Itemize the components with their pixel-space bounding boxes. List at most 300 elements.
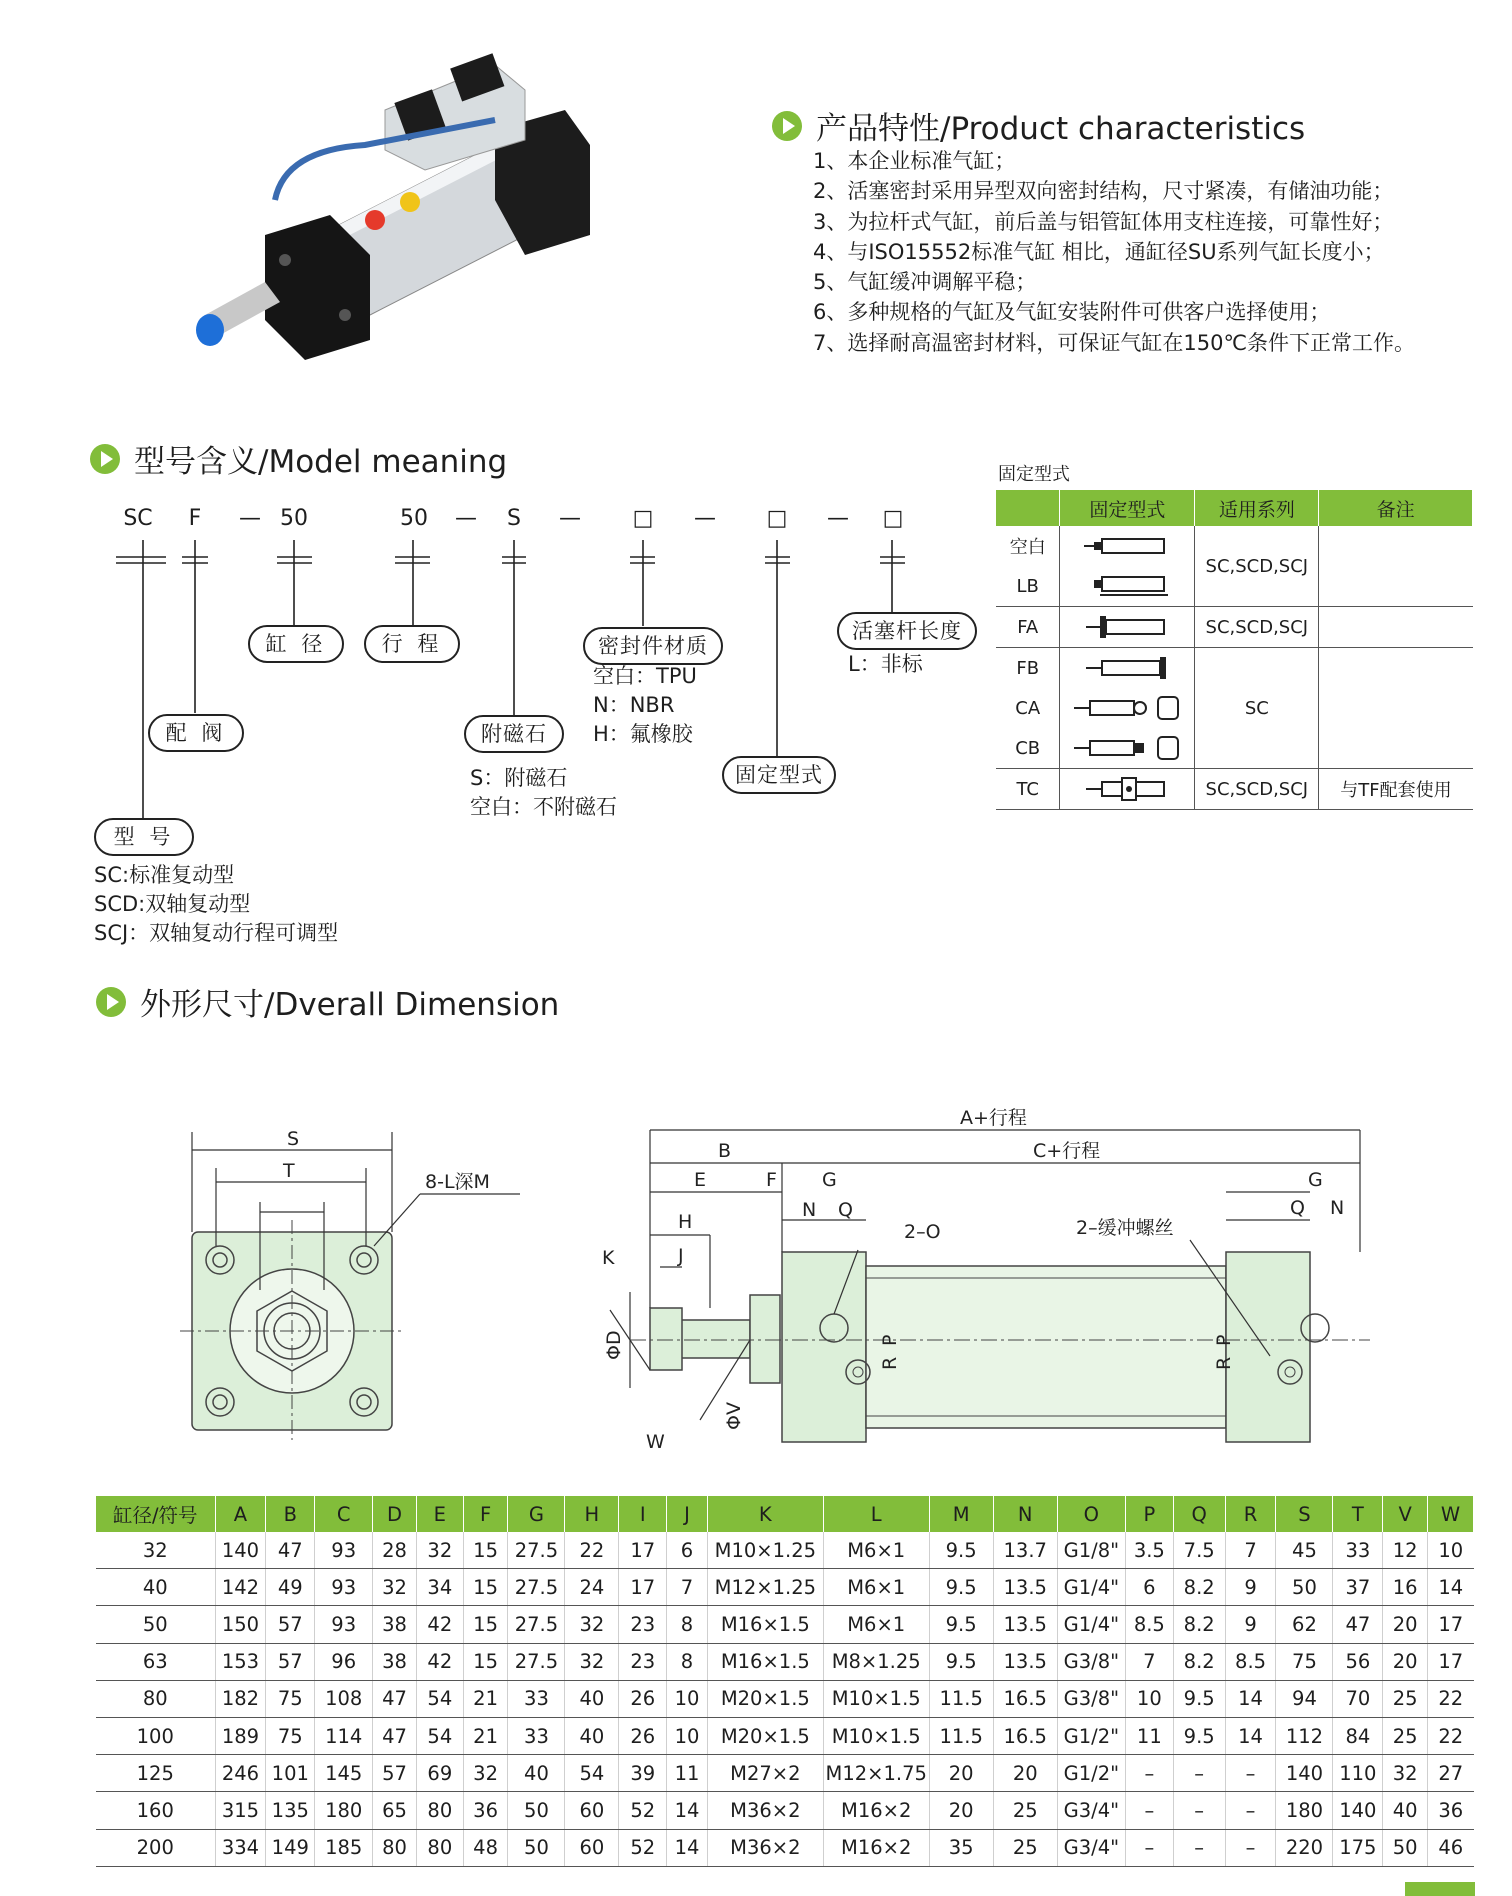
table-cell: 112 — [1276, 1717, 1333, 1754]
table-cell: 140 — [215, 1532, 266, 1569]
table-cell: 26 — [619, 1717, 667, 1754]
table-cell: 47 — [266, 1532, 315, 1569]
table-cell: M16×2 — [823, 1829, 929, 1866]
table-cell: 40 — [565, 1717, 619, 1754]
table-cell: 32 — [565, 1643, 619, 1680]
table-cell: 27.5 — [508, 1606, 565, 1643]
table-cell: M6×1 — [823, 1569, 929, 1606]
table-cell: 17 — [619, 1532, 667, 1569]
label-rod: 活塞杆长度 — [837, 612, 977, 650]
mount-icon — [1060, 648, 1195, 689]
table-cell: 13.7 — [993, 1532, 1057, 1569]
table-cell: 160 — [96, 1792, 215, 1829]
label-bore: 缸 径 — [248, 625, 344, 663]
label-stroke: 行 程 — [364, 625, 460, 663]
table-cell: M20×1.5 — [707, 1680, 823, 1717]
code-s: S — [507, 506, 521, 531]
dim-label-p2: P — [1213, 1334, 1235, 1346]
seal-options: 空白：TPU N：NBR H：氟橡胶 — [593, 664, 697, 746]
table-cell: 140 — [1333, 1792, 1383, 1829]
table-cell: 15 — [463, 1643, 508, 1680]
table-cell: 34 — [416, 1569, 463, 1606]
dim-table-body — [96, 1532, 1474, 1866]
table-cell: 37 — [1333, 1569, 1383, 1606]
table-cell: 17 — [619, 1569, 667, 1606]
table-cell: 54 — [565, 1755, 619, 1792]
table-cell: 315 — [215, 1792, 266, 1829]
table-cell: 32 — [373, 1569, 417, 1606]
table-cell: 9 — [1225, 1569, 1276, 1606]
table-cell: 84 — [1333, 1717, 1383, 1754]
table-cell: 21 — [463, 1717, 508, 1754]
table-cell: 96 — [315, 1643, 373, 1680]
dim-label-e: E — [694, 1169, 707, 1191]
dim-label-cushion: 2–缓冲螺丝 — [1076, 1217, 1174, 1239]
table-cell: 47 — [373, 1717, 417, 1754]
table-cell: 10 — [667, 1680, 708, 1717]
dim-label-q2: Q — [1290, 1197, 1305, 1219]
table-cell: G3/4" — [1057, 1829, 1125, 1866]
mount-row: CA — [996, 688, 1473, 728]
table-cell: 10 — [1428, 1532, 1474, 1569]
code-dash: — — [559, 506, 581, 531]
table-cell: 135 — [266, 1792, 315, 1829]
table-cell: 182 — [215, 1680, 266, 1717]
code-seal: □ — [632, 506, 654, 531]
dim-label-q: Q — [838, 1199, 853, 1221]
table-cell: 93 — [315, 1569, 373, 1606]
table-cell: M6×1 — [823, 1532, 929, 1569]
table-cell: M10×1.5 — [823, 1717, 929, 1754]
mount-row: LB — [996, 566, 1473, 607]
code-stroke: 50 — [400, 506, 428, 531]
feature-item: 3、为拉杆式气缸，前后盖与铝管缸体用支柱连接，可靠性好； — [813, 209, 1394, 234]
table-row — [96, 1755, 1474, 1792]
table-cell: 8.5 — [1125, 1606, 1173, 1643]
table-cell: 13.5 — [993, 1569, 1057, 1606]
table-cell: 32 — [565, 1606, 619, 1643]
table-cell: 33 — [508, 1717, 565, 1754]
table-cell: 70 — [1333, 1680, 1383, 1717]
table-cell: 8 — [667, 1643, 708, 1680]
table-cell: 39 — [619, 1755, 667, 1792]
table-cell: G1/4" — [1057, 1606, 1125, 1643]
table-cell: 22 — [1428, 1680, 1474, 1717]
table-cell: 22 — [1428, 1717, 1474, 1754]
table-cell: 25 — [993, 1792, 1057, 1829]
table-cell: M8×1.25 — [823, 1643, 929, 1680]
table-cell: 16 — [1383, 1569, 1428, 1606]
table-cell: 50 — [508, 1792, 565, 1829]
table-cell: 16.5 — [993, 1717, 1057, 1754]
dim-label-b: B — [718, 1140, 732, 1162]
corner-accent-bar — [1405, 1882, 1475, 1896]
table-cell: 38 — [373, 1643, 417, 1680]
side-view-drawing — [590, 1100, 1390, 1470]
mount-row: TC SC,SCD,SCJ 与TF配套使用 — [996, 769, 1473, 810]
table-cell: M12×1.25 — [707, 1569, 823, 1606]
table-cell: 40 — [565, 1680, 619, 1717]
table-cell: 32 — [1383, 1755, 1428, 1792]
dim-label-f: F — [766, 1169, 777, 1191]
dim-label-o: 2–O — [904, 1221, 941, 1243]
table-cell: 46 — [1428, 1829, 1474, 1866]
table-cell: 6 — [1125, 1569, 1173, 1606]
model-leader-lines — [0, 0, 1000, 840]
table-cell: G3/8" — [1057, 1680, 1125, 1717]
table-cell: 334 — [215, 1829, 266, 1866]
table-cell: 75 — [266, 1717, 315, 1754]
code-mount: □ — [766, 506, 788, 531]
table-cell: – — [1125, 1829, 1173, 1866]
table-cell: 57 — [373, 1755, 417, 1792]
table-cell: 10 — [1125, 1680, 1173, 1717]
table-cell: 22 — [565, 1532, 619, 1569]
label-valve: 配 阀 — [148, 714, 244, 752]
table-cell: 14 — [1225, 1680, 1276, 1717]
table-cell: G1/2" — [1057, 1717, 1125, 1754]
dimension-section-title: 外形尺寸/Dverall Dimension — [96, 979, 559, 1024]
magnet-options: S：附磁石 空白：不附磁石 — [470, 766, 617, 819]
table-cell: 11.5 — [929, 1680, 993, 1717]
table-cell: M10×1.25 — [707, 1532, 823, 1569]
dim-label-g2: G — [1308, 1169, 1323, 1191]
table-cell: G3/8" — [1057, 1643, 1125, 1680]
table-cell: 93 — [315, 1532, 373, 1569]
table-cell: 9.5 — [929, 1606, 993, 1643]
mount-icon — [1060, 526, 1195, 566]
feature-item: 1、本企业标准气缸； — [813, 149, 1016, 173]
table-cell: 7 — [667, 1569, 708, 1606]
table-cell: 23 — [619, 1643, 667, 1680]
feature-item: 6、多种规格的气缸及气缸安装附件可供客户选择使用； — [813, 300, 1331, 325]
table-cell: 32 — [416, 1532, 463, 1569]
table-cell: 25 — [1383, 1680, 1428, 1717]
table-cell: 15 — [463, 1532, 508, 1569]
table-cell: 63 — [96, 1643, 215, 1680]
table-row — [96, 1643, 1474, 1680]
table-cell: 27.5 — [508, 1532, 565, 1569]
type-options: SC:标准复动型 SCD:双轴复动型 SCJ：双轴复动行程可调型 — [94, 863, 339, 945]
table-cell: 27 — [1428, 1755, 1474, 1792]
table-cell: 38 — [373, 1606, 417, 1643]
table-cell: 220 — [1276, 1829, 1333, 1866]
table-row — [96, 1792, 1474, 1829]
dim-label-l: 8-L深M — [425, 1171, 490, 1193]
mount-icon — [1060, 769, 1195, 810]
table-cell: 49 — [266, 1569, 315, 1606]
table-cell: 14 — [1428, 1569, 1474, 1606]
table-cell: 56 — [1333, 1643, 1383, 1680]
model-section-title: 型号含义/Model meaning — [90, 436, 507, 481]
table-cell: 80 — [373, 1829, 417, 1866]
table-cell: 140 — [1276, 1755, 1333, 1792]
code-rod: □ — [882, 506, 904, 531]
table-cell: 54 — [416, 1717, 463, 1754]
table-cell: – — [1225, 1829, 1276, 1866]
table-cell: 100 — [96, 1717, 215, 1754]
table-cell: 185 — [315, 1829, 373, 1866]
table-cell: – — [1173, 1792, 1225, 1829]
table-cell: 20 — [929, 1755, 993, 1792]
dim-label-k: K — [602, 1247, 615, 1269]
table-cell: 8.2 — [1173, 1569, 1225, 1606]
table-cell: 17 — [1428, 1643, 1474, 1680]
table-cell: 13.5 — [993, 1606, 1057, 1643]
dim-label-p: P — [879, 1334, 901, 1346]
table-cell: 8 — [667, 1606, 708, 1643]
table-cell: M6×1 — [823, 1606, 929, 1643]
table-cell: 15 — [463, 1606, 508, 1643]
table-cell: 175 — [1333, 1829, 1383, 1866]
table-cell: 32 — [463, 1755, 508, 1792]
code-f: F — [188, 506, 202, 531]
dim-label-c: C+行程 — [1033, 1140, 1101, 1162]
table-cell: 40 — [508, 1755, 565, 1792]
table-cell: 10 — [667, 1717, 708, 1754]
table-cell: 9.5 — [1173, 1680, 1225, 1717]
table-cell: 80 — [96, 1680, 215, 1717]
table-cell: 20 — [929, 1792, 993, 1829]
table-cell: 17 — [1428, 1606, 1474, 1643]
table-cell: 48 — [463, 1829, 508, 1866]
table-cell: 180 — [315, 1792, 373, 1829]
table-cell: G1/4" — [1057, 1569, 1125, 1606]
table-cell: 12 — [1383, 1532, 1428, 1569]
table-cell: 25 — [1383, 1717, 1428, 1754]
table-cell: 27.5 — [508, 1569, 565, 1606]
mount-row: FA SC,SCD,SCJ — [996, 607, 1473, 648]
dim-label-r: R — [879, 1356, 901, 1370]
dim-label-a: A+行程 — [960, 1107, 1027, 1129]
table-cell: 40 — [1383, 1792, 1428, 1829]
table-cell: 50 — [1383, 1829, 1428, 1866]
table-cell: M10×1.5 — [823, 1680, 929, 1717]
table-cell: 60 — [565, 1829, 619, 1866]
table-cell: 9.5 — [1173, 1717, 1225, 1754]
table-cell: 8.2 — [1173, 1606, 1225, 1643]
table-cell: 14 — [667, 1829, 708, 1866]
table-cell: 14 — [1225, 1717, 1276, 1754]
mount-icon — [1060, 688, 1195, 728]
table-cell: 189 — [215, 1717, 266, 1754]
dim-label-j: J — [678, 1245, 684, 1267]
table-cell: 13.5 — [993, 1643, 1057, 1680]
table-cell: 200 — [96, 1829, 215, 1866]
table-cell: M36×2 — [707, 1792, 823, 1829]
table-cell: 16.5 — [993, 1680, 1057, 1717]
table-cell: 20 — [1383, 1643, 1428, 1680]
table-cell: 36 — [1428, 1792, 1474, 1829]
mount-row: CB — [996, 728, 1473, 769]
play-bullet-icon — [96, 987, 126, 1017]
table-cell: 33 — [1333, 1532, 1383, 1569]
table-cell: 9.5 — [929, 1569, 993, 1606]
table-cell: 20 — [993, 1755, 1057, 1792]
table-cell: 26 — [619, 1680, 667, 1717]
table-cell: 24 — [565, 1569, 619, 1606]
table-row — [96, 1829, 1474, 1866]
table-cell: 8.2 — [1173, 1643, 1225, 1680]
table-cell: 142 — [215, 1569, 266, 1606]
table-cell: 94 — [1276, 1680, 1333, 1717]
mount-icon — [1060, 607, 1195, 648]
label-type: 型 号 — [94, 818, 194, 856]
table-cell: 9.5 — [929, 1532, 993, 1569]
table-cell: 114 — [315, 1717, 373, 1754]
table-cell: 80 — [416, 1829, 463, 1866]
table-cell: 28 — [373, 1532, 417, 1569]
table-cell: 69 — [416, 1755, 463, 1792]
table-cell: 60 — [565, 1792, 619, 1829]
table-cell: 27.5 — [508, 1643, 565, 1680]
table-cell: – — [1225, 1755, 1276, 1792]
table-cell: 40 — [96, 1569, 215, 1606]
rod-options: L：非标 — [848, 652, 923, 676]
table-cell: M12×1.75 — [823, 1755, 929, 1792]
table-cell: 50 — [508, 1829, 565, 1866]
dimension-table — [96, 1496, 1474, 1867]
table-row — [96, 1569, 1474, 1606]
table-cell: 32 — [96, 1532, 215, 1569]
table-cell: 150 — [215, 1606, 266, 1643]
dim-label-t: T — [283, 1160, 295, 1182]
mount-table-caption: 固定型式 — [998, 464, 1070, 485]
table-cell: 62 — [1276, 1606, 1333, 1643]
table-cell: 52 — [619, 1792, 667, 1829]
table-cell: 80 — [416, 1792, 463, 1829]
dim-label-g: G — [822, 1169, 837, 1191]
table-cell: 11 — [1125, 1717, 1173, 1754]
table-cell: G3/4" — [1057, 1792, 1125, 1829]
code-dash: — — [827, 506, 849, 531]
mount-icon — [1060, 566, 1195, 607]
table-cell: G1/8" — [1057, 1532, 1125, 1569]
code-bore: 50 — [280, 506, 308, 531]
feature-item: 2、活塞密封采用异型双向密封结构，尺寸紧凑，有储油功能； — [813, 179, 1394, 204]
table-cell: 9 — [1225, 1606, 1276, 1643]
table-cell: M16×1.5 — [707, 1643, 823, 1680]
table-cell: 149 — [266, 1829, 315, 1866]
table-cell: 11 — [667, 1755, 708, 1792]
table-cell: 47 — [373, 1680, 417, 1717]
dim-label-n2: N — [1330, 1197, 1345, 1219]
table-cell: 145 — [315, 1755, 373, 1792]
dim-label-s: S — [287, 1128, 300, 1150]
table-cell: 33 — [508, 1680, 565, 1717]
table-row — [96, 1606, 1474, 1643]
label-seal: 密封件材质 — [583, 627, 723, 665]
table-cell: M16×2 — [823, 1792, 929, 1829]
table-cell: 42 — [416, 1643, 463, 1680]
label-magnet: 附磁石 — [464, 715, 564, 753]
dim-label-r2: R — [1213, 1356, 1235, 1370]
table-row — [96, 1717, 1474, 1754]
table-cell: 153 — [215, 1643, 266, 1680]
table-cell: 125 — [96, 1755, 215, 1792]
table-cell: 52 — [619, 1829, 667, 1866]
table-cell: 20 — [1383, 1606, 1428, 1643]
table-cell: G1/2" — [1057, 1755, 1125, 1792]
table-cell: 25 — [993, 1829, 1057, 1866]
mount-row: FB SC — [996, 648, 1473, 689]
code-dash: — — [694, 506, 716, 531]
code-sc: SC — [123, 506, 153, 531]
table-cell: 7 — [1125, 1643, 1173, 1680]
table-cell: 50 — [96, 1606, 215, 1643]
table-cell: 93 — [315, 1606, 373, 1643]
table-cell: 42 — [416, 1606, 463, 1643]
mount-row: 空白 SC,SCD,SCJ — [996, 526, 1473, 566]
table-cell: 75 — [1276, 1643, 1333, 1680]
feature-item: 5、气缸缓冲调解平稳； — [813, 270, 1037, 295]
table-cell: 180 — [1276, 1792, 1333, 1829]
table-cell: 21 — [463, 1680, 508, 1717]
feature-item: 4、与ISO15552标准气缸 相比，通缸径SU系列气缸长度小； — [813, 239, 1385, 264]
table-cell: 108 — [315, 1680, 373, 1717]
table-cell: M27×2 — [707, 1755, 823, 1792]
table-cell: – — [1125, 1792, 1173, 1829]
table-cell: – — [1125, 1755, 1173, 1792]
table-cell: 9.5 — [929, 1643, 993, 1680]
dim-label-w: W — [646, 1431, 665, 1453]
table-cell: M20×1.5 — [707, 1717, 823, 1754]
dim-label-v: ΦV — [723, 1402, 745, 1430]
code-dash: — — [239, 506, 261, 531]
table-cell: 45 — [1276, 1532, 1333, 1569]
dim-header-row: 缸径/符号 A B C D E F G H I J K L M N O P Q R S T V W — [96, 1496, 1474, 1532]
table-cell: 246 — [215, 1755, 266, 1792]
table-cell: 7 — [1225, 1532, 1276, 1569]
table-cell: 110 — [1333, 1755, 1383, 1792]
dim-label-d: ΦD — [603, 1330, 625, 1360]
label-mount: 固定型式 — [722, 756, 836, 794]
dim-label-h: H — [678, 1211, 693, 1233]
table-cell: 3.5 — [1125, 1532, 1173, 1569]
table-cell: – — [1225, 1792, 1276, 1829]
table-cell: 11.5 — [929, 1717, 993, 1754]
table-cell: 7.5 — [1173, 1532, 1225, 1569]
table-cell: 57 — [266, 1643, 315, 1680]
table-cell: – — [1173, 1829, 1225, 1866]
table-cell: M16×1.5 — [707, 1606, 823, 1643]
table-row — [96, 1680, 1474, 1717]
table-cell: 15 — [463, 1569, 508, 1606]
table-cell: 65 — [373, 1792, 417, 1829]
table-cell: – — [1173, 1755, 1225, 1792]
mount-icon — [1060, 728, 1195, 769]
table-cell: 47 — [1333, 1606, 1383, 1643]
table-cell: 36 — [463, 1792, 508, 1829]
table-cell: 35 — [929, 1829, 993, 1866]
table-cell: 50 — [1276, 1569, 1333, 1606]
feature-item: 7、选择耐高温密封材料，可保证气缸在150℃条件下正常工作。 — [813, 330, 1416, 355]
table-cell: 23 — [619, 1606, 667, 1643]
table-cell: M36×2 — [707, 1829, 823, 1866]
dim-label-n: N — [802, 1199, 817, 1221]
table-cell: 75 — [266, 1680, 315, 1717]
table-cell: 6 — [667, 1532, 708, 1569]
table-cell: 14 — [667, 1792, 708, 1829]
table-cell: 57 — [266, 1606, 315, 1643]
front-view-drawing — [180, 1120, 540, 1440]
table-cell: 101 — [266, 1755, 315, 1792]
mount-table: 固定型式 适用系列 备注 空白 SC,SCD,SCJ LB FA SC,SCD,SCJ FB SC CA CB TC SC,SCD,SCJ 与TF配套使用 — [996, 490, 1473, 810]
code-dash: — — [455, 506, 477, 531]
table-cell: 8.5 — [1225, 1643, 1276, 1680]
table-row — [96, 1532, 1474, 1569]
table-cell: 54 — [416, 1680, 463, 1717]
